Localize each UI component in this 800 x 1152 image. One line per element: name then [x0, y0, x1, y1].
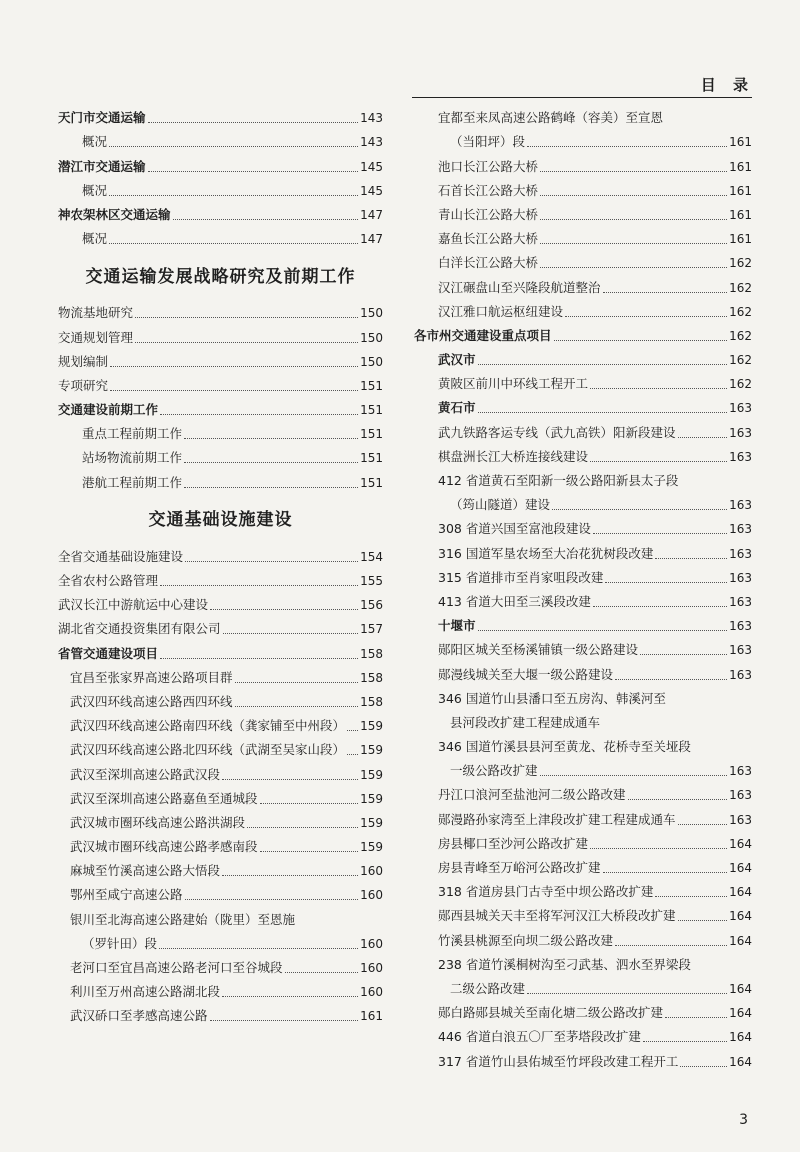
toc-entry[interactable] — [58, 664, 383, 688]
dot-leader — [527, 993, 727, 994]
toc-entry-page: 147 — [360, 232, 383, 247]
toc-entry-title: 交通规划管理 — [58, 329, 134, 345]
toc-entry[interactable] — [438, 249, 752, 273]
toc-entry[interactable] — [58, 152, 383, 176]
toc-entry[interactable] — [58, 930, 383, 954]
toc-entry[interactable] — [438, 177, 752, 201]
toc-entry[interactable] — [58, 201, 383, 225]
toc-entry-title: 武汉城市圈环线高速公路孝感南段 — [70, 839, 258, 855]
toc-entry[interactable] — [58, 688, 383, 712]
toc-entry[interactable] — [438, 515, 752, 539]
toc-entry[interactable] — [438, 1023, 752, 1047]
toc-entry-title: 武汉城市圈环线高速公路洪湖段 — [70, 814, 246, 830]
toc-entry-title: 各市州交通建设重点项目 — [414, 327, 552, 343]
dot-leader — [540, 243, 727, 244]
dot-leader — [565, 316, 727, 317]
toc-entry-title: 全省交通基础设施建设 — [58, 548, 184, 564]
toc-entry-title: 石首长江公路大桥 — [438, 182, 539, 198]
toc-entry-page: 164 — [729, 1054, 752, 1069]
dot-leader — [222, 779, 358, 780]
toc-entry-page: 145 — [360, 159, 383, 174]
toc-entry-title: 武汉四环线高速公路南四环线（龚家铺至中州段） — [70, 718, 346, 734]
toc-entry-page: 163 — [729, 812, 752, 827]
dot-leader — [678, 824, 728, 825]
toc-entry-title: 238 省道竹溪桐树沟至刁武基、泗水至界梁段 — [438, 956, 691, 972]
toc-entry-page: 160 — [360, 961, 383, 975]
toc-entry[interactable] — [58, 104, 383, 128]
toc-entry-page: 162 — [729, 377, 752, 392]
toc-entry[interactable] — [58, 225, 383, 249]
toc-entry[interactable] — [438, 588, 752, 612]
dot-leader — [478, 364, 728, 365]
toc-entry-page: 161 — [729, 232, 752, 247]
toc-entry-title: 专项研究 — [58, 377, 109, 393]
dot-leader — [615, 945, 727, 946]
toc-entry-page: 151 — [360, 378, 383, 393]
dot-leader — [478, 630, 728, 631]
toc-entry-title: 银川至北海高速公路建始（陇里）至恩施 — [70, 911, 296, 927]
toc-entry[interactable] — [438, 781, 752, 805]
dot-leader — [678, 920, 728, 921]
dot-leader — [235, 706, 359, 707]
dot-leader — [185, 899, 359, 900]
toc-entry-title: 嘉鱼长江公路大桥 — [438, 231, 539, 247]
dot-leader — [603, 292, 728, 293]
page-number: 3 — [739, 1112, 748, 1128]
toc-entry-page: 151 — [360, 403, 383, 418]
toc-entry-title: 房县椰口至沙河公路改扩建 — [438, 835, 589, 851]
toc-entry-title: 317 省道竹山县佑城至竹坪段改建工程开工 — [438, 1053, 679, 1069]
dot-leader — [643, 1041, 727, 1042]
toc-entry-page: 163 — [729, 546, 752, 561]
toc-entry[interactable] — [438, 878, 752, 902]
toc-entry-page: 159 — [360, 791, 383, 806]
dot-leader — [109, 146, 358, 147]
toc-entry-title: （罗针田）段 — [82, 935, 158, 951]
toc-entry[interactable] — [438, 539, 752, 563]
toc-entry-title: 316 国道军垦农场至大冶花犹树段改建 — [438, 545, 654, 561]
toc-entry-title: 神农架林区交通运输 — [58, 206, 171, 222]
dot-leader — [210, 1020, 359, 1021]
dot-leader — [655, 558, 727, 559]
toc-entry-title: 天门市交通运输 — [58, 110, 146, 126]
toc-entry[interactable] — [58, 372, 383, 396]
toc-entry[interactable] — [58, 809, 383, 833]
toc-entry-title: 潜江市交通运输 — [58, 158, 146, 174]
dot-leader — [110, 390, 358, 391]
toc-entry[interactable] — [438, 152, 752, 176]
toc-entry[interactable] — [58, 785, 383, 809]
toc-entry-page: 163 — [729, 594, 752, 609]
toc-entry-title: 308 省道兴国至富池段建设 — [438, 521, 591, 537]
toc-entry[interactable] — [58, 736, 383, 760]
toc-entry-page: 162 — [729, 328, 752, 343]
dot-leader — [540, 195, 727, 196]
toc-entry-title: 全省农村公路管理 — [58, 573, 159, 588]
toc-entry-page: 159 — [360, 719, 383, 734]
toc-entry-page: 162 — [729, 304, 752, 319]
toc-entry-page: 143 — [360, 111, 383, 126]
toc-entry[interactable] — [58, 396, 383, 420]
dot-leader — [235, 682, 359, 683]
toc-entry[interactable] — [58, 420, 383, 444]
toc-entry-title: 郧西县城关天丰至将军河汉江大桥段改扩建 — [438, 908, 676, 924]
dot-leader — [527, 146, 727, 147]
toc-entry-page: 156 — [360, 598, 383, 613]
toc-entry-title: 武汉四环线高速公路西四环线 — [70, 693, 233, 709]
toc-entry[interactable] — [438, 757, 752, 781]
dot-leader — [109, 243, 358, 244]
toc-entry-title: 湖北省交通投资集团有限公司 — [58, 621, 221, 637]
toc-entry-title: 县河段改扩建工程建成通车 — [450, 714, 601, 730]
dot-leader — [640, 654, 727, 655]
toc-entry-page: 162 — [729, 256, 752, 271]
toc-entry-page: 160 — [360, 888, 383, 903]
toc-entry-title: 黄陂区前川中环线工程开工 — [438, 376, 589, 392]
dot-leader — [680, 1066, 727, 1067]
toc-entry[interactable] — [58, 567, 383, 591]
toc-entry[interactable] — [58, 954, 383, 978]
toc-entry[interactable] — [438, 273, 752, 297]
dot-leader — [160, 658, 358, 659]
toc-entry-title: 郧漫路孙家湾至上津段改扩建工程建成通车 — [438, 811, 676, 827]
toc-entry-title: 竹溪县桃源至向坝二级公路改建 — [438, 932, 614, 948]
dot-leader — [478, 412, 728, 413]
toc-entry-title: 丹江口浪河至盐池河二级公路改建 — [438, 787, 626, 803]
toc-entry-title: （当阳坪）段 — [450, 134, 526, 150]
toc-entry-page: 150 — [360, 306, 383, 321]
toc-entry-page: 161 — [729, 183, 752, 198]
toc-entry-page: 158 — [360, 646, 383, 661]
toc-entry-page: 163 — [729, 449, 752, 464]
toc-entry-continued[interactable] — [438, 685, 752, 709]
toc-entry-title: 武汉至深圳高速公路武汉段 — [70, 766, 221, 782]
toc-entry[interactable] — [58, 543, 383, 567]
toc-entry-page: 160 — [360, 864, 383, 879]
toc-entry-page: 158 — [360, 670, 383, 685]
toc-entry-page: 151 — [360, 427, 383, 442]
toc-entry-title: 汉江雅口航运枢纽建设 — [438, 303, 564, 319]
dot-leader — [148, 122, 359, 123]
header-title: 目 录 — [700, 76, 754, 94]
toc-entry[interactable] — [438, 805, 752, 829]
toc-entry[interactable] — [438, 298, 752, 322]
toc-entry[interactable] — [58, 128, 383, 152]
toc-entry-page: 160 — [360, 936, 383, 951]
dot-leader — [184, 487, 358, 488]
toc-entry-page: 160 — [360, 985, 383, 1000]
toc-entry[interactable] — [58, 468, 383, 492]
toc-entry-title: 446 省道白浪五〇厂至茅塔段改扩建 — [438, 1029, 641, 1045]
dot-leader — [222, 875, 358, 876]
toc-entry-page: 162 — [729, 353, 752, 368]
toc-entry-page: 150 — [360, 330, 383, 345]
toc-entry-page: 164 — [729, 1030, 752, 1045]
toc-entry-page: 163 — [729, 788, 752, 803]
toc-entry[interactable] — [438, 394, 752, 418]
toc-entry[interactable] — [414, 322, 752, 346]
dot-leader — [184, 462, 358, 463]
dot-leader — [540, 219, 727, 220]
toc-entry-continued[interactable] — [58, 905, 383, 929]
dot-leader — [285, 972, 359, 973]
dot-leader — [185, 561, 358, 562]
toc-entry-title: 利川至万州高速公路湖北段 — [70, 984, 221, 1000]
toc-entry-title: 412 省道黄石至阳新一级公路阳新县太子段 — [438, 473, 679, 488]
dot-leader — [665, 1017, 727, 1018]
toc-entry-page: 164 — [729, 861, 752, 875]
toc-entry[interactable] — [58, 857, 383, 881]
toc-entry-title: 鄂州至咸宁高速公路 — [70, 887, 183, 903]
toc-entry-title: 规划编制 — [58, 353, 109, 369]
toc-entry[interactable] — [58, 615, 383, 639]
toc-entry-page: 164 — [729, 933, 752, 948]
toc-entry[interactable] — [438, 830, 752, 854]
toc-entry-page: 163 — [729, 498, 752, 513]
dot-leader — [160, 414, 358, 415]
toc-entry[interactable] — [58, 348, 383, 372]
toc-entry[interactable] — [438, 346, 752, 370]
toc-entry-title: 一级公路改扩建 — [450, 763, 538, 779]
toc-entry-page: 163 — [729, 643, 752, 658]
toc-entry[interactable] — [438, 418, 752, 442]
toc-entry-title: 重点工程前期工作 — [82, 426, 183, 442]
toc-entry[interactable] — [438, 225, 752, 249]
toc-entry[interactable] — [438, 926, 752, 950]
dot-leader — [260, 851, 359, 852]
dot-leader — [590, 461, 727, 462]
toc-entry-page: 158 — [360, 694, 383, 709]
toc-entry-title: 青山长江公路大桥 — [438, 206, 539, 222]
toc-entry-page: 147 — [360, 207, 383, 222]
toc-entry[interactable] — [58, 760, 383, 784]
toc-entry-page: 162 — [729, 280, 752, 295]
toc-entry-title: 346 国道竹溪县县河至黄龙、花桥寺至关垭段 — [438, 739, 691, 755]
dot-leader — [347, 730, 358, 731]
toc-entry-title: 318 省道房县门古寺至中坝公路改扩建 — [438, 884, 654, 900]
toc-entry-continued[interactable] — [438, 951, 752, 975]
toc-entry-title: 宜都至来凤高速公路鹤峰（容美）至宣恩 — [438, 110, 664, 126]
dot-leader — [173, 219, 359, 220]
toc-entry-page: 159 — [360, 815, 383, 830]
toc-entry-continued[interactable] — [438, 709, 752, 733]
toc-entry[interactable] — [438, 975, 752, 999]
toc-entry-page: 164 — [729, 909, 752, 924]
toc-entry-continued[interactable] — [438, 104, 752, 128]
dot-leader — [347, 754, 358, 755]
toc-entry-title: （筠山隧道）建设 — [450, 497, 551, 513]
toc-entry[interactable] — [438, 636, 752, 660]
toc-entry-page: 143 — [360, 135, 383, 150]
dot-leader — [109, 195, 358, 196]
dot-leader — [223, 633, 359, 634]
dot-leader — [593, 606, 727, 607]
toc-entry-title: 413 省道大田至三溪段改建 — [438, 593, 591, 609]
toc-left-column — [58, 104, 383, 1026]
toc-entry-page: 164 — [729, 1006, 752, 1021]
toc-entry[interactable] — [58, 591, 383, 615]
toc-entry-title: 武汉长江中游航运中心建设 — [58, 597, 209, 613]
toc-entry-title: 郧白路郧县城关至南化塘二级公路改扩建 — [438, 1005, 664, 1021]
dot-leader — [148, 171, 359, 172]
toc-entry-title: 概况 — [82, 231, 108, 247]
dot-leader — [540, 267, 727, 268]
dot-leader — [247, 827, 358, 828]
section-heading: 交通运输发展战略研究及前期工作 — [85, 266, 356, 287]
toc-entry-title: 麻城至竹溪高速公路大悟段 — [70, 863, 221, 879]
toc-entry-title: 十堰市 — [438, 618, 476, 634]
toc-entry-page: 161 — [729, 207, 752, 222]
toc-entry-title: 概况 — [82, 134, 108, 150]
toc-entry[interactable] — [58, 978, 383, 1002]
toc-entry-continued[interactable] — [438, 733, 752, 757]
toc-entry-title: 315 省道排市至肖家咀段改建 — [438, 569, 604, 585]
toc-entry[interactable] — [58, 1002, 383, 1026]
dot-leader — [655, 896, 727, 897]
toc-entry-page: 161 — [729, 159, 752, 174]
toc-entry-page: 163 — [729, 425, 752, 440]
dot-leader — [628, 799, 728, 800]
toc-right-column — [414, 104, 752, 1072]
toc-entry[interactable] — [58, 639, 383, 663]
toc-entry-title: 站场物流前期工作 — [82, 450, 183, 466]
toc-entry-title: 汉江碾盘山至兴隆段航道整治 — [438, 279, 601, 295]
toc-entry-page: 163 — [729, 619, 752, 634]
toc-entry[interactable] — [438, 1047, 752, 1071]
dot-leader — [605, 582, 727, 583]
toc-entry-title: 郧阳区城关至杨溪铺镇一级公路建设 — [438, 642, 639, 658]
toc-entry[interactable] — [438, 370, 752, 394]
toc-entry-page: 155 — [360, 574, 383, 588]
toc-entry[interactable] — [58, 444, 383, 468]
dot-leader — [540, 171, 727, 172]
dot-leader — [590, 848, 727, 849]
toc-entry-title: 白洋长江公路大桥 — [438, 255, 539, 271]
dot-leader — [222, 996, 358, 997]
dot-leader — [135, 342, 358, 343]
dot-leader — [603, 872, 728, 873]
toc-entry-title: 概况 — [82, 182, 108, 198]
toc-entry-title: 武九铁路客运专线（武九高铁）阳新段建设 — [438, 424, 676, 440]
toc-entry-page: 161 — [729, 135, 752, 150]
toc-entry-title: 港航工程前期工作 — [82, 474, 183, 490]
toc-entry-title: 346 国道竹山县潘口至五房沟、韩溪河至 — [438, 690, 666, 706]
toc-entry-page: 164 — [729, 885, 752, 900]
toc-entry[interactable] — [58, 833, 383, 857]
toc-entry[interactable] — [438, 128, 752, 152]
toc-entry-page: 164 — [729, 981, 752, 996]
toc-entry-title: 武汉四环线高速公路北四环线（武湖至吴家山段） — [70, 742, 346, 758]
dot-leader — [210, 609, 358, 610]
dot-leader — [184, 438, 358, 439]
dot-leader — [260, 803, 359, 804]
toc-entry[interactable] — [438, 612, 752, 636]
dot-leader — [110, 366, 358, 367]
dot-leader — [552, 509, 727, 510]
toc-entry-continued[interactable] — [438, 467, 752, 491]
toc-entry-page: 151 — [360, 475, 383, 490]
toc-entry-title: 宜昌至张家界高速公路项目群 — [70, 669, 233, 685]
toc-entry-title: 房县青峰至万峪河公路改扩建 — [438, 860, 601, 875]
toc-entry[interactable] — [58, 323, 383, 347]
toc-entry-page: 157 — [360, 622, 383, 637]
toc-entry[interactable] — [58, 299, 383, 323]
toc-entry-title: 黄石市 — [438, 400, 476, 416]
toc-entry[interactable] — [438, 854, 752, 878]
toc-entry-title: 省管交通建设项目 — [58, 645, 159, 661]
dot-leader — [135, 317, 358, 318]
toc-entry-page: 145 — [360, 183, 383, 198]
toc-entry-page: 163 — [729, 764, 752, 779]
toc-entry[interactable] — [438, 999, 752, 1023]
toc-entry-page: 163 — [729, 570, 752, 585]
section-heading: 交通基础设施建设 — [148, 510, 293, 531]
toc-entry[interactable] — [58, 177, 383, 201]
dot-leader — [590, 388, 727, 389]
toc-entry-title: 池口长江公路大桥 — [438, 158, 539, 174]
toc-entry-page: 159 — [360, 767, 383, 782]
toc-entry-title: 武汉硚口至孝感高速公路 — [70, 1008, 208, 1024]
toc-entry-title: 老河口至宜昌高速公路老河口至谷城段 — [70, 960, 283, 975]
dot-leader — [615, 679, 727, 680]
dot-leader — [160, 585, 358, 586]
toc-entry-page: 163 — [729, 667, 752, 682]
toc-entry-title: 郧漫线城关至大堰一级公路建设 — [438, 666, 614, 682]
toc-entry[interactable] — [438, 902, 752, 926]
toc-entry-page: 159 — [360, 743, 383, 758]
toc-entry-page: 163 — [729, 401, 752, 416]
toc-entry-page: 163 — [729, 522, 752, 537]
toc-entry[interactable] — [58, 881, 383, 905]
toc-entry-page: 151 — [360, 451, 383, 466]
toc-entry-page: 159 — [360, 840, 383, 855]
toc-entry[interactable] — [58, 712, 383, 736]
toc-entry[interactable] — [438, 564, 752, 588]
toc-entry[interactable] — [438, 443, 752, 467]
toc-entry-page: 161 — [360, 1009, 383, 1024]
toc-entry-page: 164 — [729, 836, 752, 851]
toc-entry-page: 154 — [360, 549, 383, 564]
toc-entry-title: 武汉至深圳高速公路嘉鱼至通城段 — [70, 790, 258, 806]
dot-leader — [678, 437, 728, 438]
toc-entry[interactable] — [438, 201, 752, 225]
dot-leader — [554, 340, 728, 341]
toc-entry-title: 棋盘洲长江大桥连接线建设 — [438, 448, 589, 464]
toc-entry-title: 武汉市 — [438, 352, 476, 368]
toc-entry-title: 交通建设前期工作 — [58, 402, 159, 418]
toc-entry-title: 二级公路改建 — [450, 980, 526, 996]
toc-entry-page: 150 — [360, 354, 383, 369]
dot-leader — [159, 948, 358, 949]
header-rule — [412, 97, 752, 98]
dot-leader — [540, 775, 728, 776]
toc-entry-title: 物流基地研究 — [58, 305, 134, 321]
dot-leader — [593, 533, 727, 534]
toc-entry[interactable] — [438, 491, 752, 515]
toc-entry[interactable] — [438, 660, 752, 684]
